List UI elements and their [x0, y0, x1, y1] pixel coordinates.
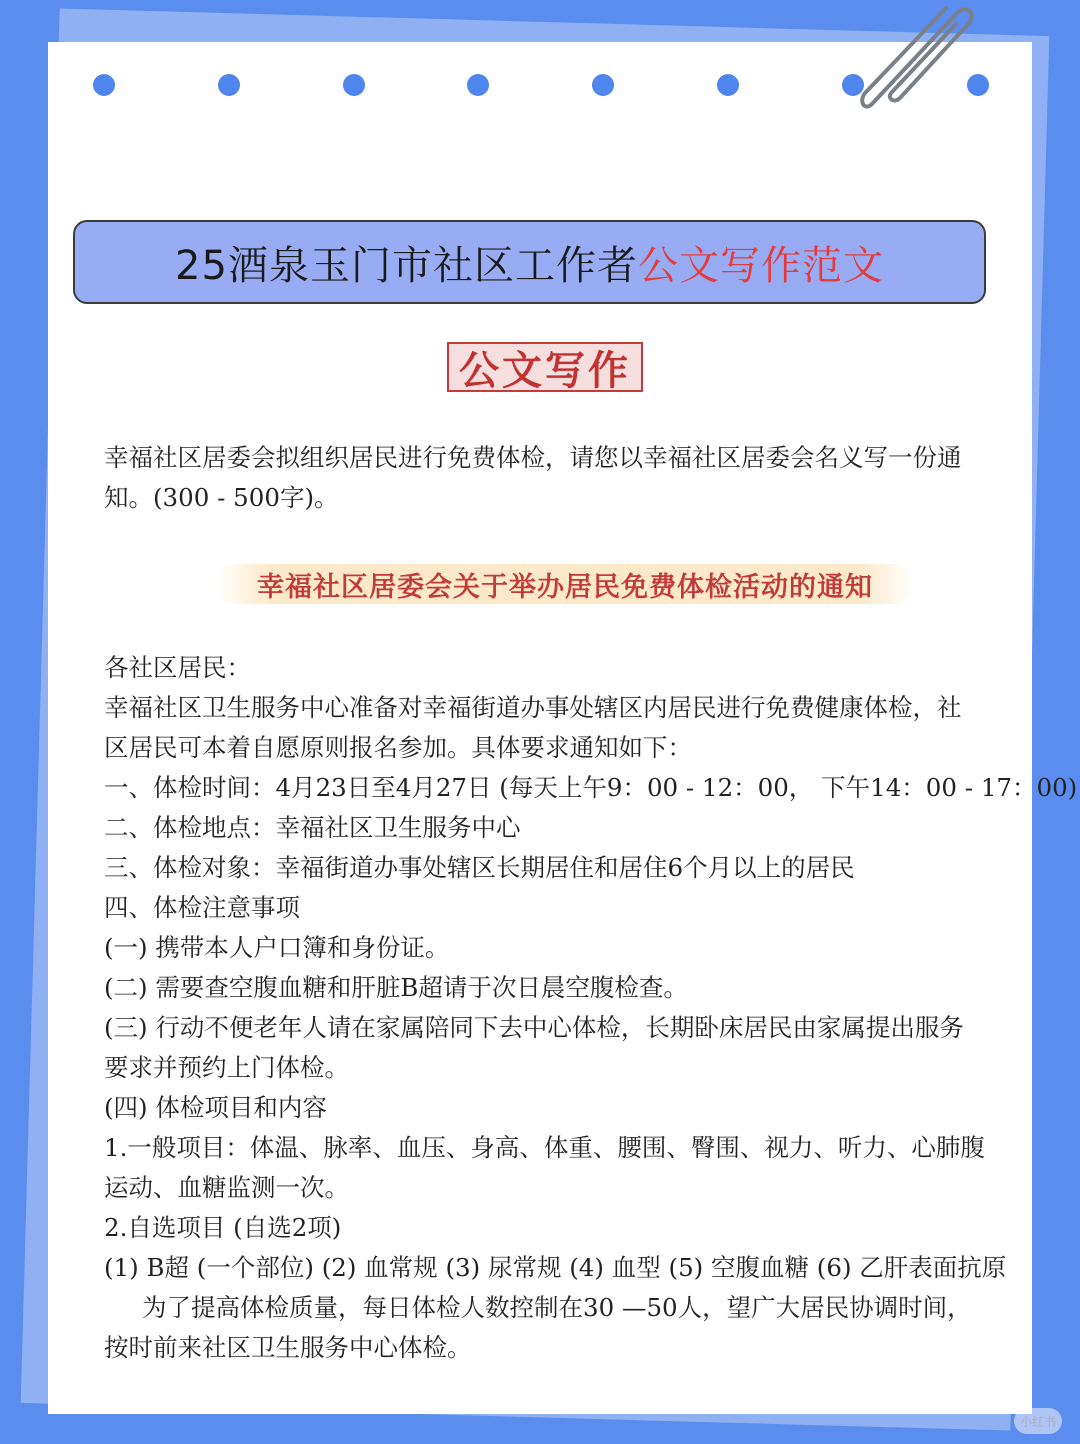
page-title	[73, 220, 986, 304]
question-text	[104, 438, 994, 518]
body-line: 四、体检注意事项	[104, 893, 300, 922]
binder-hole	[343, 74, 365, 96]
body-line: 要求并预约上门体检。	[104, 1053, 349, 1082]
binder-hole	[592, 74, 614, 96]
notice-title: 幸福社区居委会关于举办居民免费体检活动的通知	[215, 564, 915, 604]
body-line: (一) 携带本人户口簿和身份证。	[104, 933, 450, 962]
body-line: 各社区居民：	[104, 653, 251, 682]
question-line: 幸福社区居委会拟组织居民进行免费体检，请您以幸福社区居委会名义写一份通	[104, 443, 962, 472]
binder-hole	[93, 74, 115, 96]
body-line: (三) 行动不便老年人请在家属陪同下去中心体检，长期卧床居民由家属提出服务	[104, 1013, 964, 1042]
title-highlight: 公文写作范文	[637, 242, 884, 289]
body-line: 一、体检时间：4月23日至4月27日 (每天上午9：00 - 12：00， 下午14：00 - 17：00)	[104, 773, 1078, 802]
body-line: 运动、血糖监测一次。	[104, 1173, 349, 1202]
watermark-logo: 小红书	[1014, 1408, 1062, 1434]
section-tag: 公文写作	[447, 342, 643, 392]
body-line: 幸福社区卫生服务中心准备对幸福街道办事处辖区内居民进行免费健康体检，社	[104, 693, 962, 722]
body-line: 三、体检对象：幸福街道办事处辖区长期居住和居住6个月以上的居民	[104, 853, 855, 882]
title-main: 25酒泉玉门市社区工作者	[175, 242, 638, 289]
binder-hole	[717, 74, 739, 96]
body-line: (四) 体检项目和内容	[104, 1093, 327, 1122]
question-line: 知。(300 - 500字)。	[104, 483, 339, 512]
body-line: (二) 需要查空腹血糖和肝脏B超请于次日晨空腹检查。	[104, 973, 688, 1002]
body-line: 2.自选项目 (自选2项)	[104, 1213, 342, 1242]
binder-hole	[218, 74, 240, 96]
body-line: 1.一般项目：体温、脉率、血压、身高、体重、腰围、臀围、视力、听力、心肺腹	[104, 1133, 985, 1162]
body-line: (1) B超 (一个部位) (2) 血常规 (3) 尿常规 (4) 血型 (5) 空腹血糖 (6) 乙肝表面抗原	[104, 1253, 1007, 1282]
body-line: 区居民可本着自愿原则报名参加。具体要求通知如下：	[104, 733, 692, 762]
body-line: 二、体检地点：幸福社区卫生服务中心	[104, 813, 521, 842]
paperclip-icon	[860, 0, 980, 118]
binder-hole	[467, 74, 489, 96]
body-line: 按时前来社区卫生服务中心体检。	[104, 1333, 472, 1362]
body-line: 为了提高体检质量，每日体检人数控制在30 —50人，望广大居民协调时间，	[142, 1293, 972, 1322]
notice-body	[104, 648, 1078, 1368]
